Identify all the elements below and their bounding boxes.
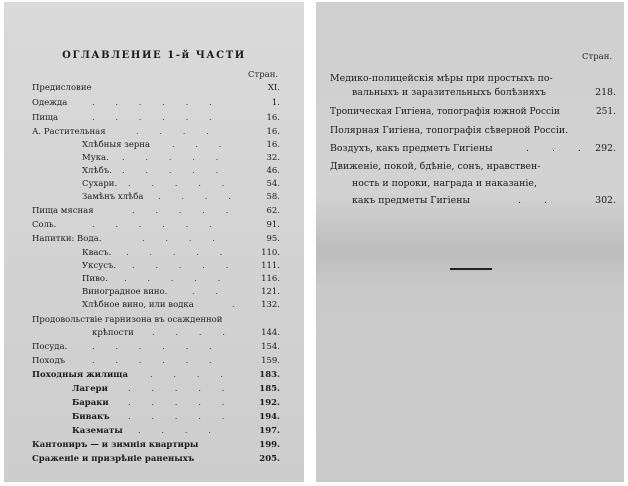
toc-entry: Посуда. . . . . . . 154. <box>32 342 280 352</box>
section-divider <box>450 268 492 270</box>
toc-entry: Хлѣбъ. . . . . . 46. <box>82 166 280 176</box>
toc-line: ность и пороки, награда и наказаніе, <box>352 178 537 189</box>
toc-entry: Одежда . . . . . . 1. <box>32 98 280 108</box>
right-page <box>316 2 624 482</box>
toc-line: какъ предметы Гигіены . . 302. <box>352 195 616 206</box>
toc-entry: Лагери . . . . . 185. <box>72 384 280 394</box>
toc-entry: Мука. . . . . . 32. <box>82 153 280 163</box>
toc-line: Движеніе, покой, бдѣніе, сонъ, нравствен- <box>330 161 541 172</box>
toc-entry: Сраженіе и призрѣніе раненыхъ 205. <box>32 454 280 464</box>
toc-entry: крѣпости . . . . 144. <box>92 328 280 338</box>
toc-line: вальныхъ и заразительныхъ болѣзняхъ 218. <box>352 87 616 98</box>
toc-line: Тропическая Гигіена, топографія южной Россіи 251. <box>330 107 616 117</box>
toc-entry: Предисловие XI. <box>32 83 280 93</box>
toc-entry: Казематы . . . . 197. <box>72 426 280 436</box>
toc-entry: Продовольствіе гарнизона въ осажденной <box>32 315 223 325</box>
toc-entry: Замѣнъ хлѣба . . . . 58. <box>82 192 280 202</box>
toc-entry: А. Растительная . . . . 16. <box>32 127 280 137</box>
page-column-header: Стран. <box>248 70 279 80</box>
toc-entry: Кантониръ — и зимнія квартиры 199. <box>32 440 280 450</box>
toc-line: Воздухъ, какъ предметъ Гигіены . . . 292. <box>330 143 616 154</box>
toc-entry: Напитки: Вода. . . . . 95. <box>32 234 280 244</box>
toc-entry: Хлѣбное вино, или водка . 132. <box>82 300 280 310</box>
toc-entry: Бараки . . . . . 192. <box>72 398 280 408</box>
toc-entry: Квасъ. . . . . . 110. <box>82 248 280 258</box>
toc-entry: Пища мясная . . . . . 62. <box>32 206 280 216</box>
left-page <box>4 2 304 482</box>
toc-entry: Хлѣбныя зерна . . . 16. <box>82 140 280 150</box>
toc-entry: Соль. . . . . . . 91. <box>32 220 280 230</box>
toc-entry: Сухари. . . . . . 54. <box>82 179 280 189</box>
toc-entry: Пища . . . . . . 16. <box>32 113 280 123</box>
toc-line: Полярная Гигіена, топографія сѣверной Россіи. <box>330 125 569 136</box>
toc-entry: Уксусъ. . . . . . 111. <box>82 261 280 271</box>
toc-entry: Пиво. . . . . . 116. <box>82 274 280 284</box>
toc-entry: Бивакъ . . . . . 194. <box>72 412 280 422</box>
toc-entry: Виноградное вино. . . 121. <box>82 287 280 297</box>
toc-entry: Походныя жилища . . . . 183. <box>32 370 280 380</box>
toc-entry: Походъ . . . . . . 159. <box>32 356 280 366</box>
toc-line: Медико-полицейскія мѣры при простыхъ по- <box>330 73 553 84</box>
toc-title: ОГЛАВЛЕНИЕ 1-й ЧАСТИ <box>62 50 246 61</box>
page-column-header: Стран. <box>582 52 613 62</box>
